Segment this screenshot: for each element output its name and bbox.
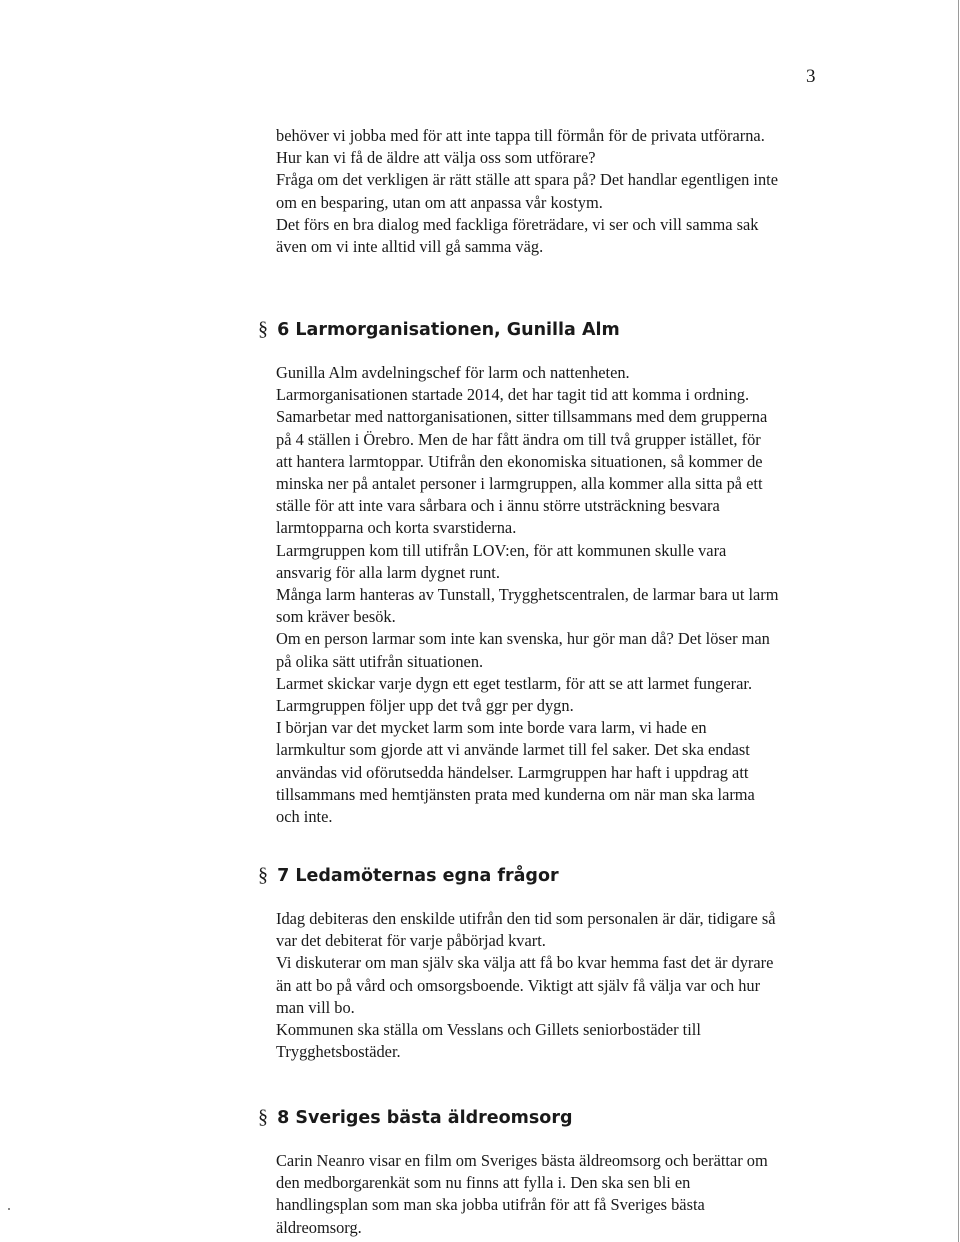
- text-line: tillsammans med hemtjänsten prata med kunderna om när man ska larma: [276, 784, 755, 804]
- text-line: Hur kan vi få de äldre att välja oss som utförare?: [276, 148, 596, 168]
- text-line: även om vi inte alltid vill gå samma väg.: [276, 237, 544, 257]
- section-7-title: 7 Ledamöternas egna frågor: [277, 866, 559, 886]
- text-line: I början var det mycket larm som inte borde vara larm, vi hade en: [276, 718, 707, 738]
- text-line: och inte.: [276, 807, 333, 827]
- section-symbol: §: [258, 1106, 268, 1128]
- section-7-heading: [258, 864, 559, 887]
- text-line: Vi diskuterar om man själv ska välja att få bo kvar hemma fast det är dyrare: [276, 953, 774, 973]
- section-8-heading: [258, 1106, 572, 1129]
- text-line: Gunilla Alm avdelningschef för larm och nattenheten.: [276, 363, 630, 382]
- text-line: Många larm hanteras av Tunstall, Trygghetscentralen, de larmar bara ut larm: [276, 585, 779, 605]
- scan-edge-line: [958, 0, 959, 1242]
- section-6-body: [276, 362, 876, 828]
- text-line: äldreomsorg.: [276, 1217, 362, 1237]
- section-6-heading: [258, 318, 620, 341]
- text-line: Det förs en bra dialog med fackliga företrädare, vi ser och vill samma sak: [276, 214, 759, 234]
- text-line: handlingsplan som man ska jobba utifrån för att få Sveriges bästa: [276, 1195, 705, 1215]
- text-line: Om en person larmar som inte kan svenska, hur gör man då? Det löser man: [276, 629, 770, 649]
- text-line: Larmgruppen kom till utifrån LOV:en, för att kommunen skulle vara: [276, 540, 727, 560]
- text-line: på olika sätt utifrån situationen.: [276, 651, 484, 671]
- section-6-title: 6 Larmorganisationen, Gunilla Alm: [277, 320, 620, 340]
- text-line: den medborgarenkät som nu finns att fylla i. Den ska sen bli en: [276, 1173, 691, 1193]
- page-number: 3: [806, 66, 816, 87]
- text-line: Larmorganisationen startade 2014, det har tagit tid att komma i ordning.: [276, 385, 750, 405]
- text-line: ansvarig för alla larm dygnet runt.: [276, 562, 500, 582]
- text-line: Carin Neanro visar en film om Sveriges bästa äldreomsorg och berättar om: [276, 1151, 768, 1170]
- text-line: Kommunen ska ställa om Vesslans och Gillets seniorbostäder till: [276, 1020, 701, 1040]
- scan-speck: [8, 1208, 10, 1210]
- text-line: Trygghetsbostäder.: [276, 1042, 401, 1062]
- text-line: Fråga om det verkligen är rätt ställe att spara på? Det handlar egentligen inte: [276, 170, 778, 190]
- intro-paragraph: [276, 125, 876, 258]
- section-symbol: §: [258, 864, 268, 886]
- text-line: Larmgruppen följer upp det två ggr per dygn.: [276, 696, 574, 716]
- text-line: användas vid oförutsedda händelser. Larmgruppen har haft i uppdrag att: [276, 762, 749, 782]
- section-symbol: §: [258, 318, 268, 340]
- text-line: Idag debiteras den enskilde utifrån den tid som personalen är där, tidigare så: [276, 909, 776, 928]
- section-7-body: [276, 908, 876, 1063]
- text-line: behöver vi jobba med för att inte tappa till förmån för de privata utförarna.: [276, 126, 765, 145]
- text-line: om en besparing, utan om att anpassa vår kostym.: [276, 192, 603, 212]
- text-line: Larmet skickar varje dygn ett eget testlarm, för att se att larmet fungerar.: [276, 673, 753, 693]
- text-line: som kräver besök.: [276, 607, 396, 627]
- section-8-body: [276, 1150, 876, 1239]
- text-line: man vill bo.: [276, 997, 355, 1017]
- section-8-title: 8 Sveriges bästa äldreomsorg: [277, 1108, 573, 1128]
- text-line: Samarbetar med nattorganisationen, sitter tillsammans med dem grupperna: [276, 407, 768, 427]
- text-line: larmtopparna och korta svarstiderna.: [276, 518, 517, 538]
- text-line: ställe för att inte vara sårbara och i ännu större utsträckning besvara: [276, 496, 720, 516]
- text-line: var det debiterat för varje påbörjad kvart.: [276, 931, 546, 951]
- text-line: på 4 ställen i Örebro. Men de har fått ändra om till två grupper istället, för: [276, 429, 761, 449]
- text-line: larmkultur som gjorde att vi använde larmet till fel saker. Det ska endast: [276, 740, 750, 760]
- text-line: att hantera larmtoppar. Utifrån den ekonomiska situationen, så kommer de: [276, 451, 763, 471]
- text-line: minska ner på antalet personer i larmgruppen, alla kommer alla sitta på ett: [276, 474, 763, 494]
- text-line: än att bo på vård och omsorgsboende. Viktigt att själv få välja var och hur: [276, 975, 761, 995]
